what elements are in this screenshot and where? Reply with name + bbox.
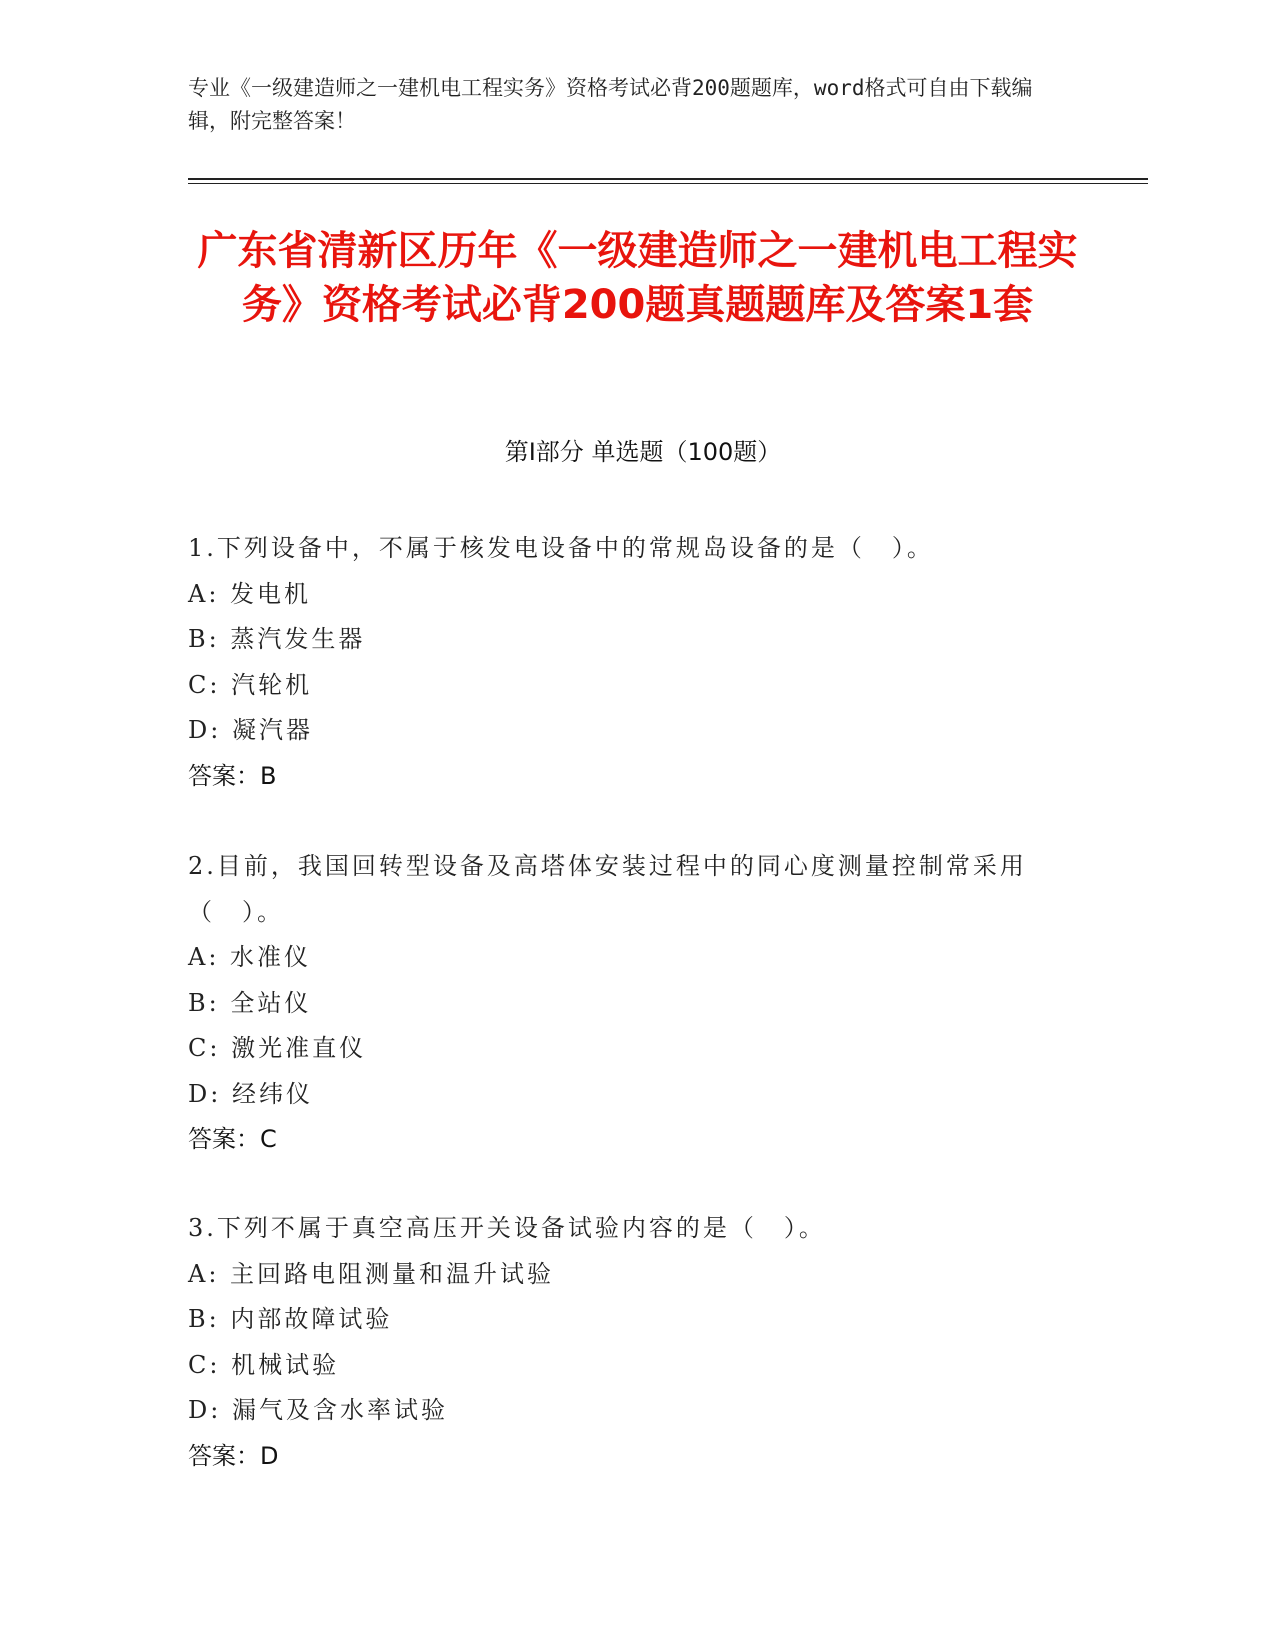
option-d: D: 经纬仪	[188, 1079, 313, 1108]
header-divider-thin	[188, 183, 1148, 184]
question-text: 1.下列设备中，不属于核发电设备中的常规岛设备的是（ ）。	[188, 534, 934, 562]
header-note: 专业《一级建造师之一建机电工程实务》资格考试必背200题题库，word格式可自由下载编辑，附完整答案！	[188, 76, 1033, 133]
section-title: 第Ⅰ部分 单选题（100题）	[504, 438, 782, 466]
option-a: A: 主回路电阻测量和温升试验	[188, 1259, 555, 1288]
option-c: C: 汽轮机	[188, 670, 313, 699]
option-c: C: 机械试验	[188, 1350, 340, 1379]
option-d: D: 漏气及含水率试验	[188, 1396, 448, 1424]
question-block	[188, 526, 1068, 799]
header-divider	[188, 178, 1148, 180]
answer: 答案：D	[188, 1441, 279, 1470]
document-title: 广东省清新区历年《一级建造师之一建机电工程实务》资格考试必背200题真题题库及答案1套	[197, 228, 1078, 328]
question-text: 3.下列不属于真空高压开关设备试验内容的是（ ）。	[188, 1214, 826, 1242]
option-c: C: 激光准直仪	[188, 1034, 367, 1062]
question-text: 2.目前，我国回转型设备及高塔体安装过程中的同心度测量控制常采用（ ）。	[188, 852, 1027, 926]
question-block	[188, 844, 1068, 1163]
option-d: D: 凝汽器	[188, 716, 313, 744]
question-block	[188, 1206, 1068, 1479]
answer: 答案：C	[188, 1125, 277, 1153]
option-b: B: 蒸汽发生器	[188, 625, 366, 653]
option-a: A: 水准仪	[188, 943, 312, 971]
option-b: B: 内部故障试验	[188, 1305, 393, 1333]
answer: 答案：B	[188, 761, 277, 790]
option-a: A: 发电机	[188, 579, 312, 608]
option-b: B: 全站仪	[188, 988, 312, 1017]
